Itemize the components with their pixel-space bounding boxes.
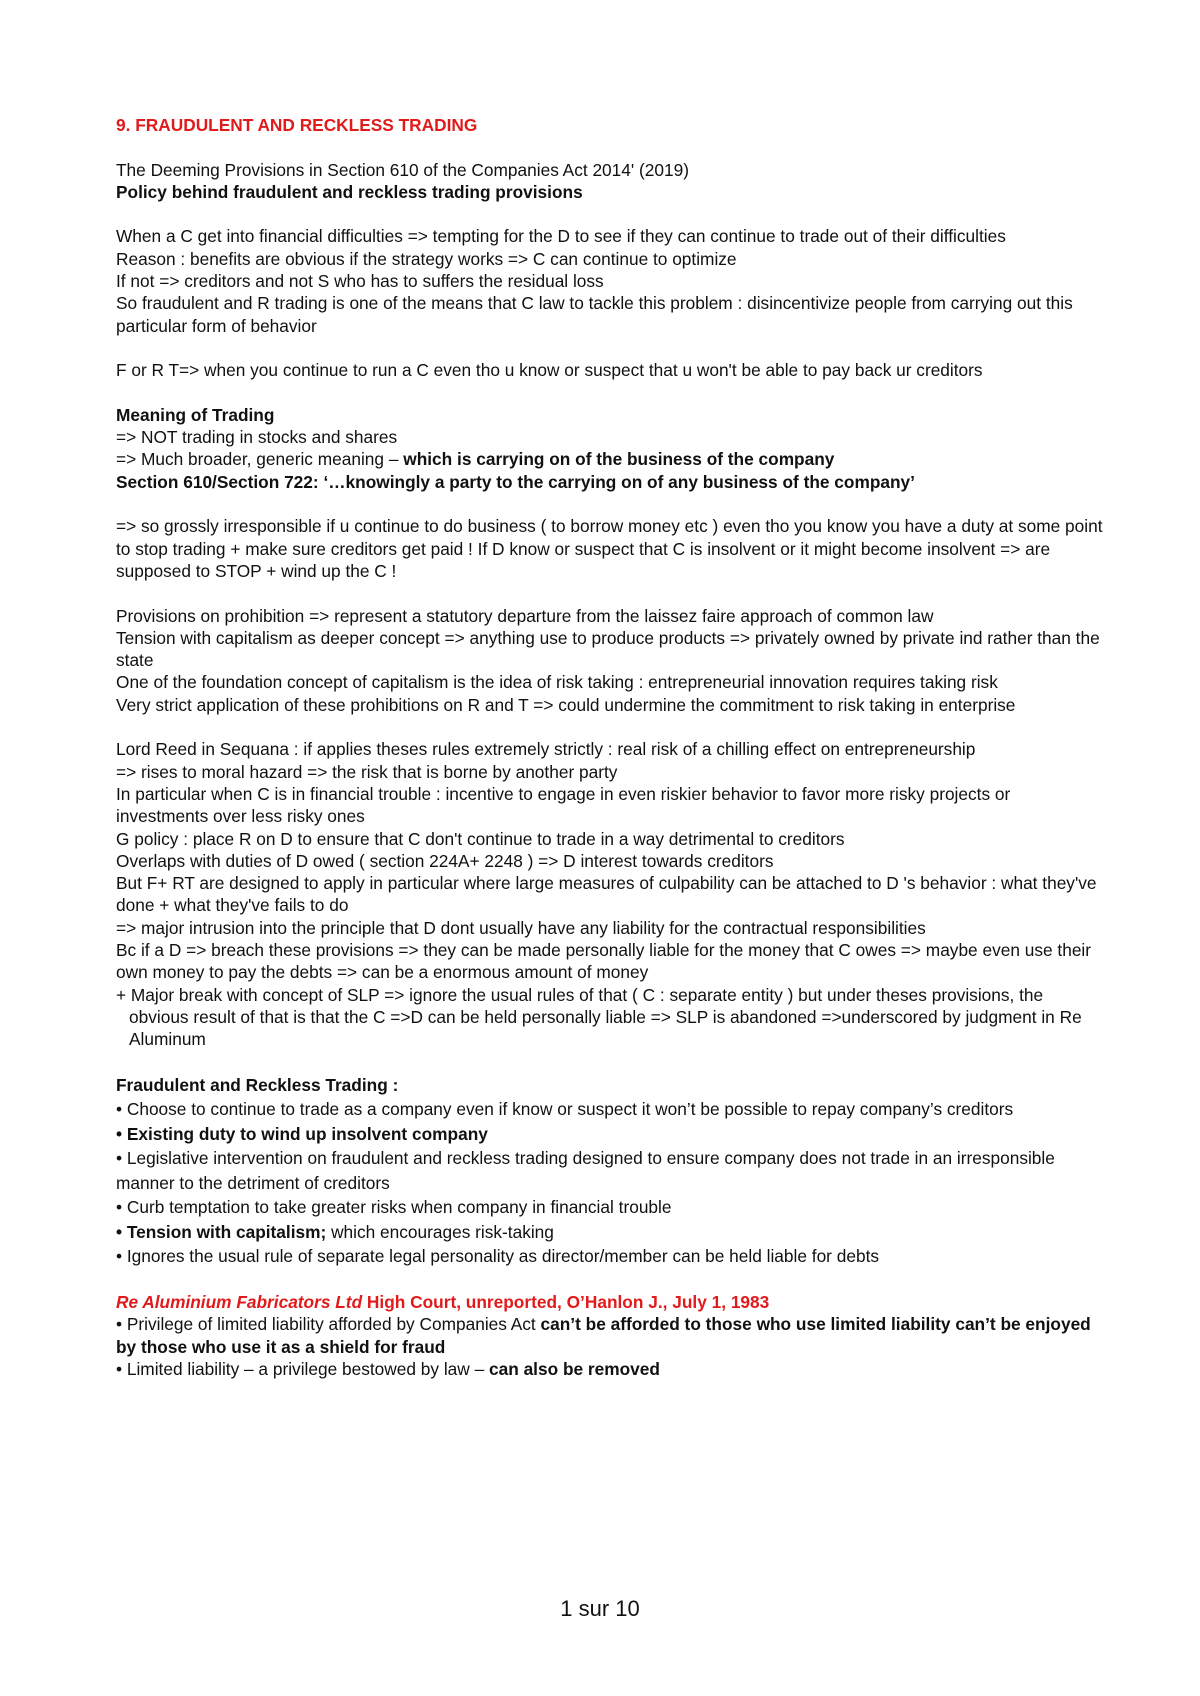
provisions-line: Very strict application of these prohibitions on R and T => could undermine the commitment to risk taking in enterprise xyxy=(116,694,1016,715)
meaning-line: => NOT trading in stocks and shares xyxy=(116,427,398,448)
fr-bullet: • Legislative intervention on fraudulent and reckless trading designed to ensure company does not trade in an irresponsible manner to the detriment of creditors xyxy=(116,1148,1055,1193)
meaning-line xyxy=(116,448,1106,470)
meaning-heading: Meaning of Trading xyxy=(116,404,275,425)
sequana-line: => rises to moral hazard => the risk that is borne by another party xyxy=(116,761,618,782)
case-name: Re Aluminium Fabricators Ltd xyxy=(116,1292,363,1313)
fr-bullet: • Curb temptation to take greater risks when company in financial trouble xyxy=(116,1197,672,1218)
sequana-line: In particular when C is in financial trouble : incentive to engage in even riskier behavior to favor more risky projects or investments over less risky ones xyxy=(116,783,1011,827)
sequana-line: Lord Reed in Sequana : if applies theses rules extremely strictly : real risk of a chilling effect on entrepreneurship xyxy=(116,739,976,760)
fr-bullet-rest: which encourages risk-taking xyxy=(326,1221,554,1242)
sequana-line: Bc if a D => breach these provisions => they can be made personally liable for the money that C owes => maybe even use their own money to pay the debts => can be a enormous amount of money xyxy=(116,939,1092,983)
fr-bullet: • Choose to continue to trade as a company even if know or suspect it won’t be possible to repay company’s creditors xyxy=(116,1099,1014,1120)
policy-line: Reason : benefits are obvious if the strategy works => C can continue to optimize xyxy=(116,248,737,269)
policy-line: So fraudulent and R trading is one of the means that C law to tackle this problem : disincentivize people from carrying out this particular form of behavior xyxy=(116,293,1073,336)
case-bullet xyxy=(116,1313,1106,1358)
provisions-line: Provisions on prohibition => represent a statutory departure from the laissez faire approach of common law xyxy=(116,605,934,626)
case-bullet-bold: can also be removed xyxy=(488,1358,660,1379)
policy-line: If not => creditors and not S who has to suffers the residual loss xyxy=(116,271,604,292)
case-title xyxy=(116,1291,1106,1313)
f-or-r-line: F or R T=> when you continue to run a C even tho u know or suspect that u won't be able to pay back ur creditors xyxy=(116,360,983,381)
case-bullet-plain: • Privilege of limited liability afforded by Companies Act xyxy=(116,1314,541,1335)
meaning-line-plain: => Much broader, generic meaning – xyxy=(116,449,404,470)
section-title: 9. FRAUDULENT AND RECKLESS TRADING xyxy=(116,115,478,135)
case-bullet-bold: can’t be afforded to those who use limited liability can’t be enjoyed by those who use it as a shield for fraud xyxy=(116,1314,1091,1357)
fr-bullet-bold: • Tension with capitalism; xyxy=(116,1221,327,1242)
sequana-line: + Major break with concept of SLP => ignore the usual rules of that ( C : separate entity ) but under theses provisions, the obvious result of that is that the C =>D can be held personally liable => SLP is abandoned =>underscored by judgment in Re Aluminum xyxy=(116,984,1082,1050)
irresponsible-paragraph: => so grossly irresponsible if u continue to do business ( to borrow money etc ) even tho you know you have a duty at some point to stop trading + make sure creditors get paid ! If D know or suspect that C is insolvent or it might become insolvent => are supposed to STOP + wind up the C ! xyxy=(116,516,1103,581)
sequana-line: G policy : place R on D to ensure that C don't continue to trade in a way detrimental to creditors xyxy=(116,828,845,849)
meaning-line-bold: which is carrying on of the business of the company xyxy=(403,449,835,470)
provisions-line: Tension with capitalism as deeper concept => anything use to produce products => privately owned by private ind rather than the state xyxy=(116,627,1100,671)
provisions-line: One of the foundation concept of capitalism is the idea of risk taking : entrepreneurial innovation requires taking risk xyxy=(116,672,998,693)
fr-bullet: • Ignores the usual rule of separate legal personality as director/member can be held liable for debts xyxy=(116,1246,880,1267)
fr-trading-section xyxy=(116,1073,1106,1269)
policy-heading: Policy behind fraudulent and reckless trading provisions xyxy=(116,181,583,202)
reference-line: The Deeming Provisions in Section 610 of the Companies Act 2014' (2019) xyxy=(116,159,689,180)
document-body xyxy=(116,114,1106,1380)
fr-bullet: • Existing duty to wind up insolvent company xyxy=(116,1123,488,1144)
policy-line: When a C get into financial difficulties => tempting for the D to see if they can continue to trade out of their difficulties xyxy=(116,226,1006,247)
page-number: 1 sur 10 xyxy=(560,1596,640,1621)
sequana-line: => major intrusion into the principle that D dont usually have any liability for the contractual responsibilities xyxy=(116,917,926,938)
sequana-line: But F+ RT are designed to apply in particular where large measures of culpability can be attached to D 's behavior : what they've done + what they've fails to do xyxy=(116,873,1097,916)
case-citation: High Court, unreported, O’Hanlon J., July 1, 1983 xyxy=(362,1292,770,1313)
sequana-line: Overlaps with duties of D owed ( section 224A+ 2248 ) => D interest towards creditors xyxy=(116,850,774,871)
case-bullet-plain: • Limited liability – a privilege bestowed by law – xyxy=(116,1358,489,1379)
fr-bullet xyxy=(116,1220,1106,1245)
case-bullet xyxy=(116,1358,1106,1380)
section-quote: Section 610/Section 722: ‘…knowingly a party to the carrying on of any business of the company’ xyxy=(116,471,915,492)
fr-trading-heading: Fraudulent and Reckless Trading : xyxy=(116,1074,399,1095)
